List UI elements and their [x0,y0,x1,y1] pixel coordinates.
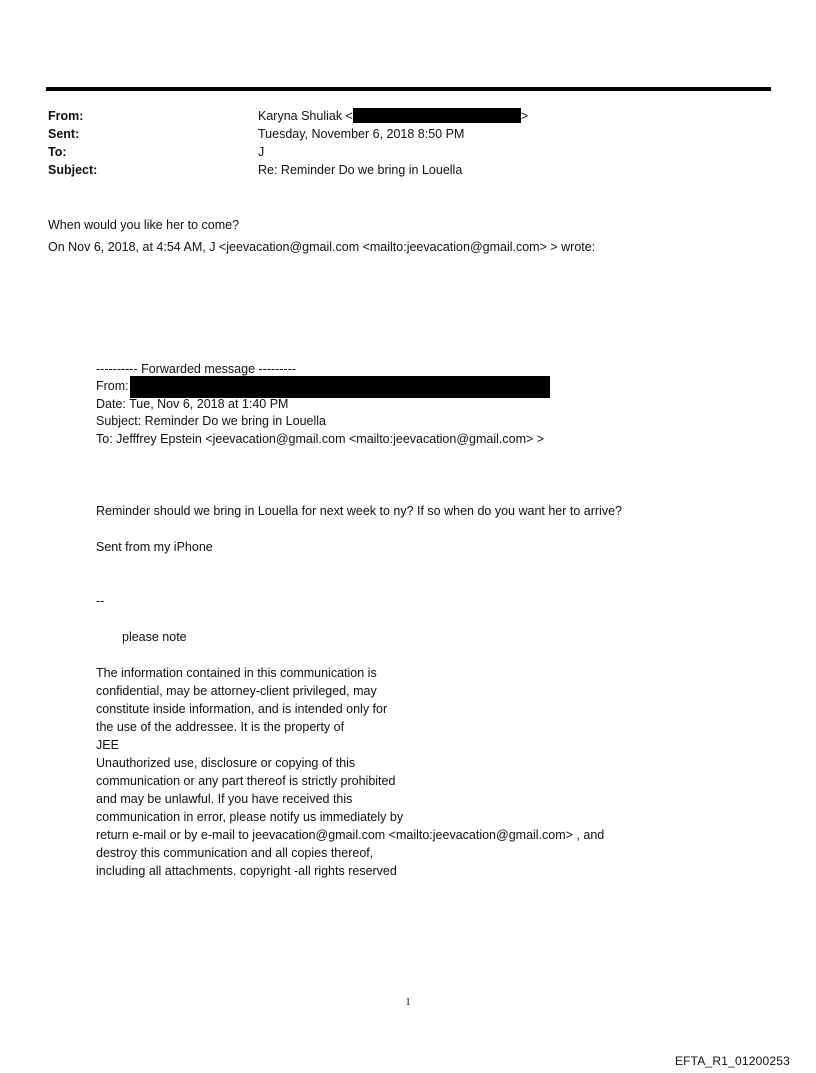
header-sent-row [48,125,768,143]
disclaimer-line: communication in error, please notify us immediately by [96,810,404,824]
forwarded-date: Date: Tue, Nov 6, 2018 at 1:40 PM [96,397,289,411]
from-value [258,107,528,125]
redaction-bar [353,108,521,123]
forwarded-subject: Subject: Reminder Do we bring in Louella [96,414,326,428]
from-name: Karyna Shuliak < [258,109,353,123]
disclaimer-line: The information contained in this communication is [96,666,377,680]
header-subject-row [48,161,768,179]
forwarded-from-row [96,378,129,394]
to-label: To: [48,145,67,159]
forwarded-signature: Sent from my iPhone [96,540,213,554]
header-from-row [48,107,768,125]
disclaimer-line: confidential, may be attorney-client privileged, may [96,684,377,698]
subject-value: Re: Reminder Do we bring in Louella [258,163,463,177]
disclaimer-line: JEE [96,738,119,752]
to-value: J [258,145,265,159]
forwarded-to: To: Jefffrey Epstein <jeevacation@gmail.com <mailto:jeevacation@gmail.com> > [96,432,545,446]
please-note: please note [122,630,187,644]
disclaimer-line: Unauthorized use, disclosure or copying of this [96,756,356,770]
forwarded-marker: ---------- Forwarded message --------- [96,362,296,376]
disclaimer-line: destroy this communication and all copies thereof, [96,846,374,860]
from-close: > [520,109,529,123]
from-label: From: [48,109,84,123]
disclaimer-line: the use of the addressee. It is the property of [96,720,345,734]
disclaimer-line: and may be unlawful. If you have received this [96,792,353,806]
subject-label: Subject: [48,163,98,177]
disclaimer-line: return e-mail or by e-mail to jeevacation@gmail.com <mailto:jeevacation@gmail.com> , and [96,828,605,842]
redaction-bar [130,376,550,398]
disclaimer-block [96,664,696,880]
document-id: EFTA_R1_01200253 [674,1054,790,1068]
disclaimer-line: constitute inside information, and is intended only for [96,702,388,716]
signature-separator: -- [96,594,105,608]
header-divider [46,87,771,91]
sent-label: Sent: [48,127,80,141]
forwarded-from-label: From: [96,379,129,393]
disclaimer-line: communication or any part thereof is strictly prohibited [96,774,396,788]
page-number: 1 [405,996,411,1008]
disclaimer-line: including all attachments. copyright -all rights reserved [96,864,397,878]
forwarded-message: Reminder should we bring in Louella for next week to ny? If so when do you want her to arrive? [96,504,622,518]
quote-intro: On Nov 6, 2018, at 4:54 AM, J <jeevacation@gmail.com <mailto:jeevacation@gmail.com> > wrote: [48,240,596,254]
header-to-row [48,143,768,161]
sent-value: Tuesday, November 6, 2018 8:50 PM [258,127,465,141]
reply-text: When would you like her to come? [48,218,240,232]
